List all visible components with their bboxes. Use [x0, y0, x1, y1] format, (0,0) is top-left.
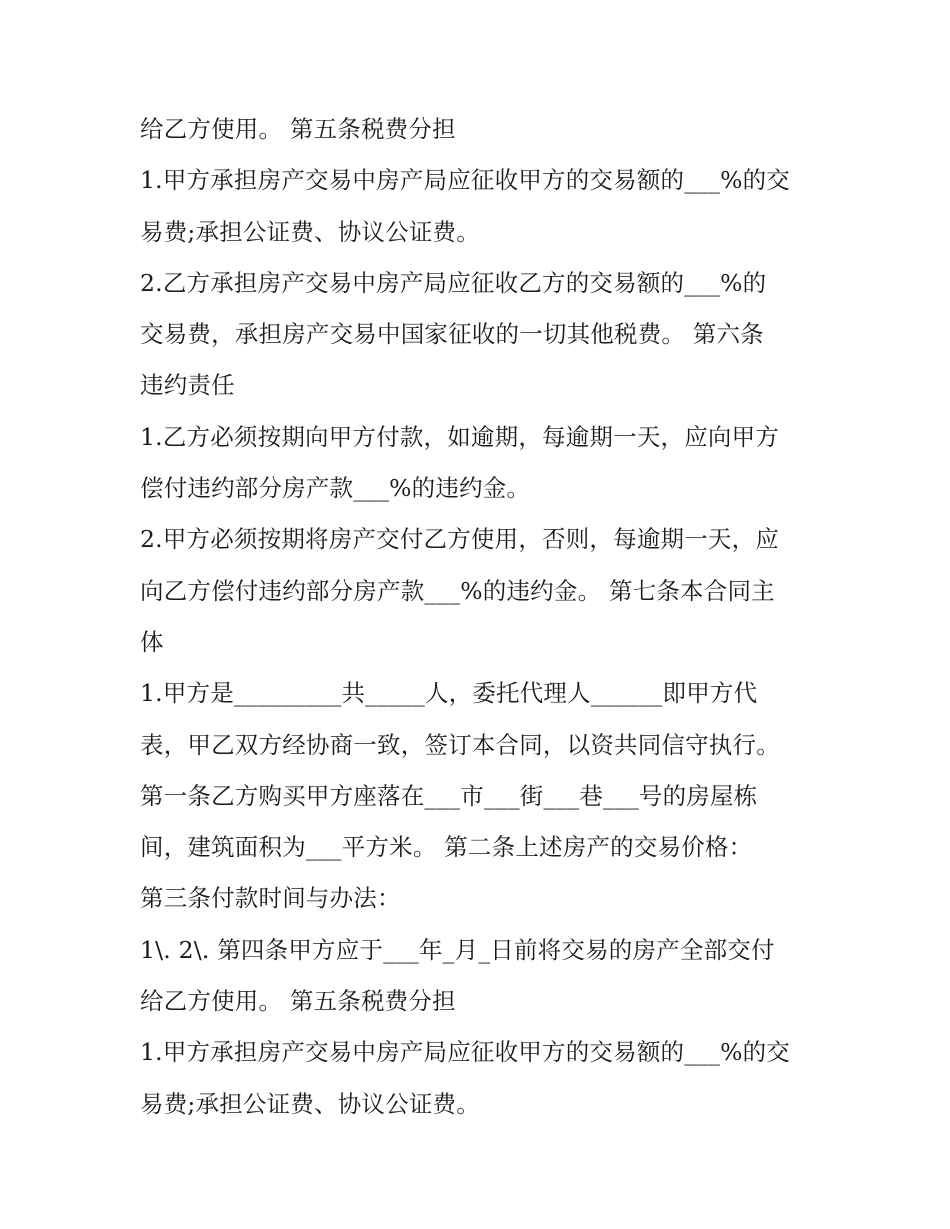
text-line-14: 第一条乙方购买甲方座落在___市___街___巷___号的房屋栋 — [140, 781, 758, 810]
text-line-5: 交易费，承担房产交易中国家征收的一切其他税费。 第六条 — [140, 320, 764, 349]
text-line-7: 1.乙方必须按期向甲方付款，如逾期，每逾期一天，应向甲方 — [140, 422, 780, 451]
text-line-4: 2.乙方承担房产交易中房产局应征收乙方的交易额的___%的 — [140, 268, 767, 297]
text-line-1: 给乙方使用。 第五条税费分担 — [140, 115, 456, 143]
text-line-15: 间，建筑面积为___平方米。 第二条上述房产的交易价格： — [140, 833, 753, 862]
text-line-13: 表，甲乙双方经协商一致，签订本合同，以资共同信守执行。 — [140, 730, 780, 759]
text-line-11: 体 — [140, 627, 164, 656]
text-line-8: 偿付违约部分房产款___%的违约金。 — [140, 474, 531, 503]
document-body — [140, 104, 840, 1130]
text-line-19: 1.甲方承担房产交易中房产局应征收甲方的交易额的___%的交 — [140, 1038, 791, 1067]
text-line-16: 第三条付款时间与办法： — [140, 884, 401, 913]
text-line-6: 违约责任 — [140, 371, 235, 400]
text-line-2: 1.甲方承担房产交易中房产局应征收甲方的交易额的___%的交 — [140, 166, 791, 195]
text-line-20: 易费;承担公证费、协议公证费。 — [140, 1089, 480, 1118]
text-line-10: 向乙方偿付违约部分房产款___%的违约金。 第七条本合同主 — [140, 576, 775, 605]
text-line-18: 给乙方使用。 第五条税费分担 — [140, 987, 456, 1016]
text-line-12: 1.甲方是_________共_____人，委托代理人______即甲方代 — [140, 679, 758, 708]
text-line-3: 易费;承担公证费、协议公证费。 — [140, 217, 480, 246]
text-line-9: 2.甲方必须按期将房产交付乙方使用，否则，每逾期一天，应 — [140, 525, 780, 554]
text-line-17: 1\. 2\. 第四条甲方应于___年_月_日前将交易的房产全部交付 — [140, 935, 775, 964]
